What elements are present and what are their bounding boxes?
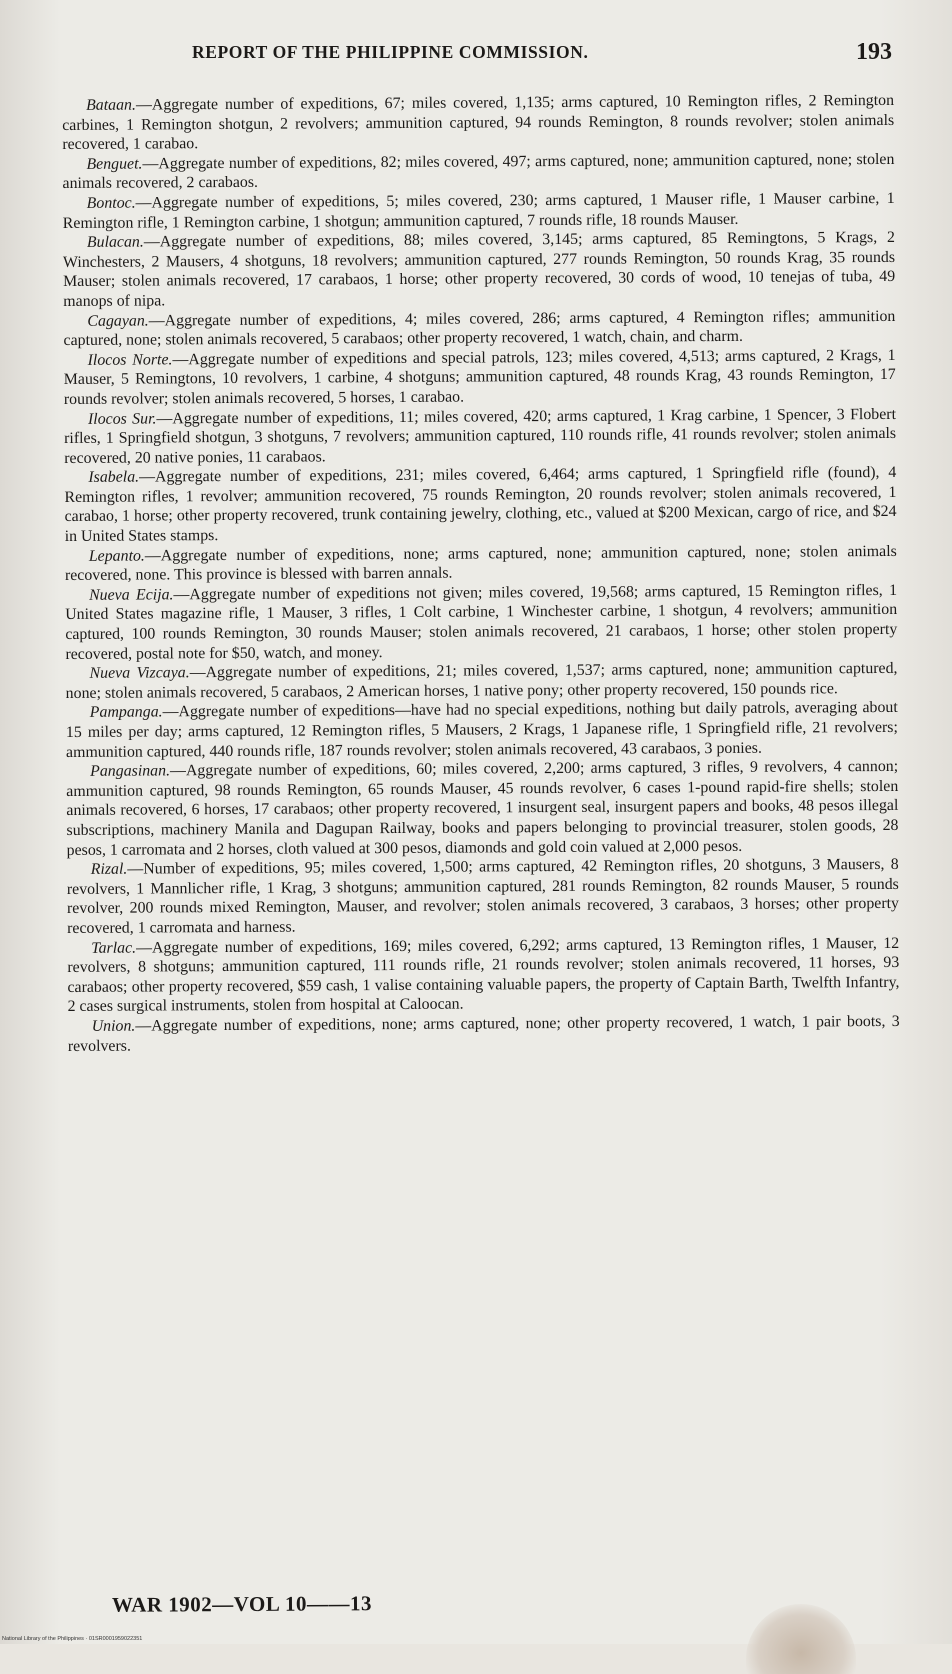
page-number: 193 — [856, 39, 892, 65]
province-name: Union. — [91, 1017, 136, 1035]
province-entry — [65, 581, 897, 664]
province-name: Lepanto. — [88, 547, 145, 565]
province-name: Nueva Ecija. — [88, 586, 174, 604]
province-summary: —Aggregate number of expeditions, 88; miles covered, 3,145; arms captured, 85 Remingtons, 5 Krags, 2 Winchesters, 2 Mausers, 4 shotguns, 18 revolvers; ammunition captured, 277 rounds Remington, 50 rounds Krag, 35 rounds Mauser; stolen animals recovered, 17 carabaos, 1 horse; other property recovered, 30 cords of wood, 10 tenejas of tuba, 49 manops of nipa. — [62, 229, 896, 310]
province-entry — [65, 542, 897, 586]
province-name: Benguet. — [86, 155, 143, 173]
province-entry — [67, 933, 899, 1016]
scan-credit: National Library of the Philippines · 01SR0001959022351 — [2, 1636, 143, 1642]
province-name: Bulacan. — [86, 233, 144, 252]
province-summary: —Aggregate number of expeditions, 67; miles covered, 1,135; arms captured, 10 Remington rifles, 2 Remington carbines, 1 Remington shotgun, 2 revolvers; ammunition captured, 94 rounds Remington, 8 rounds revolver; stolen animals recovered, 1 carabao. — [62, 91, 895, 154]
province-entry — [65, 659, 897, 703]
province-name: Ilocos Sur. — [87, 409, 157, 428]
province-entry — [64, 346, 896, 410]
province-name: Isabela. — [88, 468, 140, 487]
province-summary: —Aggregate number of expeditions, 60; miles covered, 2,200; arms captured, 3 rifles, 9 revolvers, 4 cannon; ammunition captured, 98 rounds Remington, 65 rounds Mauser, 45 rounds revolver, 6 cases 1-pound rapid-fire shells; stolen animals recovered, 6 horses, 17 carabaos; other property recovered, 1 insurgent seal, insurgent papers and books, 48 pesos illegal subscriptions, machinery Manila and Dagupan Railway, books and papers belonging to provincial treasurer, stolen goods, 28 pesos, 1 carromata and 2 horses, cloth valued at 300 pesos, diamonds and gold coin valued at 2,000 pesos. — [66, 758, 899, 859]
province-entry — [64, 404, 896, 468]
province-entry — [68, 1012, 900, 1056]
province-entry — [63, 189, 895, 233]
report-body — [62, 91, 900, 1056]
province-name: Cagayan. — [87, 312, 149, 330]
province-entry — [66, 757, 899, 860]
province-summary: —Aggregate number of expeditions, 21; miles covered, 1,537; arms captured, none; ammunition captured, none; stolen animals recovered, 5 carabaos, 2 American horses, 1 native pony; other property recovered, 150 pounds rice. — [65, 660, 898, 702]
province-entry — [62, 91, 894, 155]
province-summary: —Aggregate number of expeditions, 169; miles covered, 6,292; arms captured, 13 Remington rifles, 1 Mauser, 12 revolvers, 8 shotguns; ammunition captured, 111 rounds rifle, 21 rounds revolver; stolen animals recovered, 11 horses, 93 carabaos; other property recovered, $59 cash, 1 valise containing valuable papers, the property of Captain Barth, Twelfth Infantry, 2 cases surgical instruments, stolen from hospital at Caloocan. — [67, 934, 900, 1016]
header-title: REPORT OF THE PHILIPPINE COMMISSION. — [192, 42, 589, 62]
province-entry — [62, 150, 894, 194]
province-summary: —Aggregate number of expeditions, none; arms captured, none; ammunition captured, none; stolen animals recovered, none. This province is blessed with barren annals. — [64, 542, 897, 585]
province-name: Nueva Vizcaya. — [89, 664, 190, 683]
province-summary: —Aggregate number of expeditions, 231; miles covered, 6,464; arms captured, 1 Springfield rifle (found), 4 Remington rifles, 1 revolver; ammunition recovered, 75 rounds Remington, 20 rounds revolver; stolen animals recovered, 1 carabao, 1 horse; other property recovered, trunk containing jewelry, clothing, etc., valued at $200 Mexican, cargo of rice, and $24 in United States stamps. — [64, 464, 897, 546]
province-name: Pampanga. — [89, 703, 163, 722]
province-name: Pangasinan. — [90, 762, 171, 781]
province-entry — [67, 855, 899, 938]
signature-line: WAR 1902—VOL 10——13 — [111, 1591, 373, 1617]
province-name: Bataan. — [86, 96, 136, 114]
province-name: Tarlac. — [91, 939, 137, 957]
province-entry — [64, 463, 896, 546]
province-name: Rizal. — [90, 860, 128, 878]
province-summary: —Aggregate number of expeditions, 11; miles covered, 420; arms captured, 1 Krag carbine, 1 Spencer, 3 Flobert rifles, 1 Springfield shotgun, 3 shotguns, 7 revolvers; ammunition captured, 110 rounds rifle, 41 rounds revolver; stolen animals recovered, 20 native ponies, 11 carabaos. — [64, 405, 897, 467]
province-summary: —Aggregate number of expeditions not given; miles covered, 19,568; arms captured, 15 Remington rifles, 1 United States magazine rifle, 1 Mauser, 3 rifles, 1 Colt carbine, 1 Winchester carbine, 1 shotgun, 4 revolvers; ammunition captured, 100 rounds Remington, 30 rounds Mauser; stolen animals recovered, 21 carabaos, 1 horse; other stolen property recovered, postal note for $50, watch, and money. — [65, 581, 898, 663]
province-summary: —Aggregate number of expeditions—have had no special expeditions, nothing but daily patrols, averaging about 15 miles per day; arms captured, 12 Remington rifles, 5 Mausers, 2 Krags, 1 Japanese rifle, 1 Springfield rifle, 21 revolvers; ammunition captured, 440 rounds rifle, 187 rounds revolver; stolen animals recovered, 43 carabaos, 3 ponies. — [65, 699, 898, 761]
thumb-shadow — [746, 1604, 856, 1674]
province-summary: —Aggregate number of expeditions, 82; miles covered, 497; arms captured, none; ammunition captured, none; stolen animals recovered, 2 carabaos. — [62, 150, 895, 193]
running-header — [192, 39, 892, 76]
province-summary: —Aggregate number of expeditions, 5; miles covered, 230; arms captured, 1 Mauser rifle, 1 Mauser carbine, 1 Remington rifle, 1 Remington carbine, 1 shotgun; ammunition captured, 7 rounds rifle, 18 rounds Mauser. — [62, 189, 895, 232]
province-entry — [63, 306, 895, 350]
province-name: Ilocos Norte. — [87, 351, 173, 369]
province-name: Bontoc. — [86, 194, 136, 212]
province-summary: —Number of expeditions, 95; miles covered, 1,500; arms captured, 42 Remington rifles, 20 shotguns, 3 Mausers, 8 revolvers, 1 Mannlicher rifle, 1 Krag, 3 shotguns; ammunition captured, 281 rounds Remington, 82 rounds Mauser, 5 rounds revolver, 200 rounds mixed Remington, Mauser, and revolver; stolen animals recovered, 3 carabaos, 3 horses; other property recovered, 1 carromata and harness. — [66, 856, 900, 937]
province-summary: —Aggregate number of expeditions, none; arms captured, none; other property recovered, 1 watch, 1 pair boots, 3 revolvers. — [67, 1012, 900, 1055]
province-summary: —Aggregate number of expeditions, 4; miles covered, 286; arms captured, 4 Remington rifles; ammunition captured, none; stolen animals recovered, 5 carabaos; other property recovered, 1 watch, chain, and charm. — [63, 307, 896, 350]
province-entry — [63, 228, 895, 311]
province-entry — [66, 698, 898, 762]
province-summary: —Aggregate number of expeditions and special patrols, 123; miles covered, 4,513; arms captured, 2 Krags, 1 Mauser, 5 Remingtons, 10 revolvers, 1 carbine, 4 shotguns; ammunition captured, 48 rounds Krag, 43 rounds Remington, 17 rounds revolver; stolen animals recovered, 5 horses, 1 carabao. — [63, 346, 896, 408]
